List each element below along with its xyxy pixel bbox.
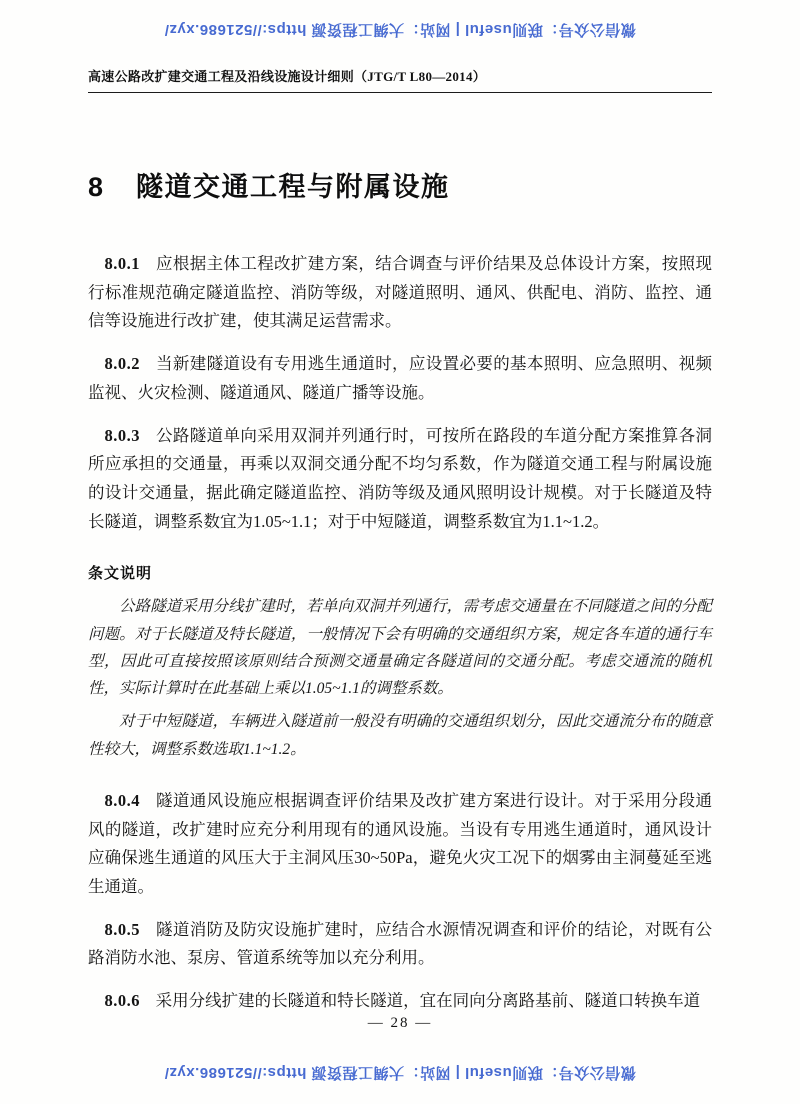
clause-text: 公路隧道单向采用双洞并列通行时，可按所在路段的车道分配方案推算各洞所应承担的交通量，再乘以双洞交通分配不均匀系数，作为隧道交通工程与附属设施的设计交通量，据此确定隧道监控、消防等级及通风照明设计规模。对于长隧道及特长隧道，调整系数宜为1.05~1.1；对于中短隧道，调整系数宜为1.1~1.2。 [88, 425, 712, 531]
clause-8-0-4 [88, 787, 712, 902]
clause-text: 应根据主体工程改扩建方案，结合调查与评价结果及总体设计方案，按照现行标准规范确定隧道监控、消防等级，对隧道照明、通风、供配电、消防、监控、通信等设施进行改扩建，使其满足运营需求。 [88, 254, 712, 331]
chapter-name: 隧道交通工程与附属设施 [136, 172, 450, 202]
chapter-title [88, 165, 712, 204]
clause-8-0-5 [88, 916, 712, 973]
header-divider [88, 92, 712, 93]
running-header: 高速公路改扩建交通工程及沿线设施设计细则（JTG/T L80—2014） [88, 69, 487, 84]
clause-number: 8.0.6 [104, 991, 140, 1011]
clause-number: 8.0.3 [104, 425, 140, 445]
watermark-top: 微信公众号：联则useful | 网站：大绸工程资源 https://521686.xyz/ [164, 21, 636, 38]
chapter-number: 8 [88, 172, 104, 202]
commentary-heading: 条文说明 [88, 565, 153, 583]
clause-number: 8.0.4 [104, 790, 140, 810]
clause-number: 8.0.5 [104, 919, 140, 939]
clause-8-0-2 [88, 350, 712, 407]
commentary-paragraph-1: 公路隧道采用分线扩建时，若单向双洞并列通行，需考虑交通量在不同隧道之间的分配问题。对于长隧道及特长隧道，一般情况下会有明确的交通组织方案，规定各车道的通行车型，因此可直接按照该原则结合预测交通量确定各隧道间的交通分配。考虑交通流的随机性，实际计算时在此基础上乘以1.05~1.1的调整系数。 [88, 598, 712, 698]
clause-number: 8.0.2 [104, 354, 140, 374]
clause-8-0-1 [88, 250, 712, 336]
clause-text: 隧道通风设施应根据调查评价结果及改扩建方案进行设计。对于采用分段通风的隧道，改扩建时应充分利用现有的通风设施。当设有专用逃生通道时，通风设计应确保逃生通道的风压大于主洞风压30~50Pa，避免火灾工况下的烟雾由主洞蔓延至逃生通道。 [88, 790, 712, 897]
page-number: — 28 — [367, 1015, 433, 1031]
clause-number: 8.0.1 [104, 254, 140, 273]
clause-8-0-6 [88, 987, 712, 1016]
clause-8-0-3 [88, 422, 712, 537]
page-content [88, 66, 712, 1016]
clause-text: 隧道消防及防灾设施扩建时，应结合水源情况调查和评价的结论，对既有公路消防水池、泵房、管道系统等加以充分利用。 [88, 919, 712, 968]
watermark-bottom: 微信公众号：联则useful | 网站：大绸工程资源 https://521686.xyz/ [164, 1064, 636, 1081]
clause-text: 当新建隧道设有专用逃生通道时，应设置必要的基本照明、应急照明、视频监视、火灾检测、隧道通风、隧道广播等设施。 [88, 354, 712, 402]
commentary-paragraph-2: 对于中短隧道，车辆进入隧道前一般没有明确的交通组织划分，因此交通流分布的随意性较大，调整系数选取1.1~1.2。 [88, 713, 712, 758]
clause-text: 采用分线扩建的长隧道和特长隧道，宜在同向分离路基前、隧道口转换车道 [155, 991, 701, 1011]
